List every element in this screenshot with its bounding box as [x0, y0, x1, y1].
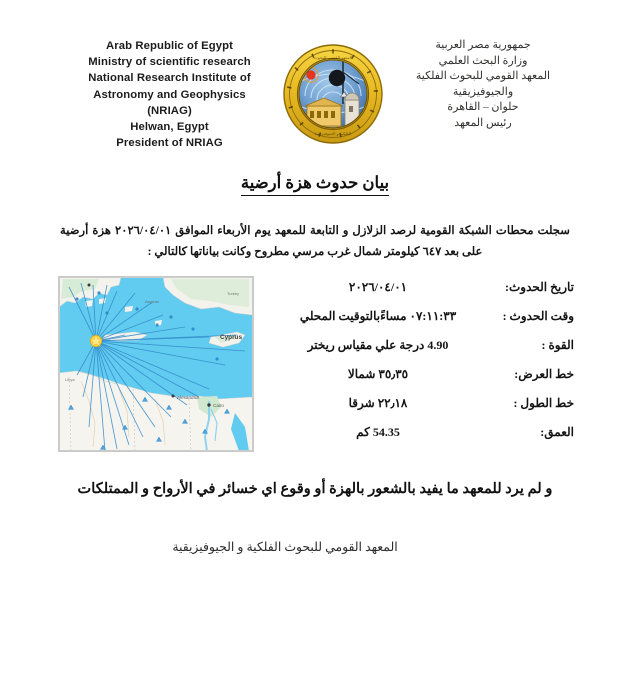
event-row-depth [260, 425, 574, 440]
header-en-line: (NRIAG) [147, 104, 192, 117]
header-ar-line: جمهورية مصر العربية [435, 39, 531, 51]
intro-paragraph: سجلت محطات الشبكة القومية لرصد الزلازل و التابعة للمعهد يوم الأربعاء الموافق ٢٠٢٦/٠٤/٠١ هزة أرضية على بعد ٦٤٧ كيلومتر شمال غرب مرسي مطروح وكانت بياناتها كالتالي : [60, 224, 570, 259]
header-ar-line: والجيوفيزيقية [452, 85, 514, 98]
header-ar-line: رئيس المعهد [454, 116, 512, 129]
header-en-line: National Research Institute of [88, 72, 251, 85]
event-label-time: وقت الحدوث : [502, 309, 574, 324]
svg-text:Alexandria: Alexandria [177, 395, 199, 401]
event-details-section [0, 276, 630, 454]
event-value-depth: 54.35 كم [356, 425, 400, 440]
header-en-line: Helwan, Egypt [130, 121, 209, 134]
epicenter-map [58, 276, 254, 452]
nriag-seal-logo [281, 42, 385, 146]
event-row-date [260, 280, 574, 295]
event-value-date: ٢٠٢٦/٠٤/٠١ [348, 280, 408, 295]
event-data-list [254, 276, 574, 454]
header-english-block [62, 38, 277, 151]
svg-text:Turkey: Turkey [227, 291, 240, 297]
svg-text:الفلكية و الجيوفيزيقية: الفلكية و الجيوفيزيقية [314, 131, 351, 136]
event-value-magnitude: 4.90 درجة علي مقياس ريختر [307, 338, 449, 353]
header-en-line: Arab Republic of Egypt [105, 40, 234, 52]
document-title [0, 173, 630, 196]
header-ar-line: وزارة البحث العلمي [438, 54, 528, 67]
header-en-line: President of NRIAG [116, 137, 223, 150]
event-value-latitude: ٣٥٫٣٥ شمالا [347, 367, 409, 382]
no-damage-notice: و لم يرد للمعهد ما يفيد بالشعور بالهزة أو وقوع اي خسائر في الأرواح و الممتلكات [77, 481, 553, 498]
svg-text:Cyprus: Cyprus [220, 334, 243, 342]
event-value-time: ٠٧:١١:٣٣ مساءًبالتوقيت المحلي [299, 309, 457, 324]
header-arabic-block [388, 38, 578, 132]
event-label-magnitude: القوة : [541, 338, 574, 353]
header-en-line: Ministry of scientific research [88, 56, 251, 69]
svg-text:Aegean: Aegean [145, 299, 159, 305]
header-ar-line: المعهد القومي للبحوث الفلكية [415, 70, 551, 83]
event-label-depth: العمق: [540, 425, 574, 440]
event-row-time [260, 309, 574, 324]
svg-text:Cairo: Cairo [213, 403, 224, 409]
svg-text:المعهد القومى للبحوث: المعهد القومى للبحوث [313, 55, 352, 60]
header-ar-line: حلوان – القاهرة [447, 101, 519, 114]
svg-text:Libya: Libya [65, 377, 75, 383]
document-header [0, 0, 630, 151]
event-label-latitude: خط العرض: [514, 367, 574, 382]
event-row-longitude [260, 396, 574, 411]
document-title-text: بيان حدوث هزة أرضية [241, 173, 389, 196]
event-label-date: تاريخ الحدوث: [505, 280, 574, 295]
event-value-longitude: ٢٢٫١٨ شرقا [348, 396, 408, 411]
event-row-latitude [260, 367, 574, 382]
event-row-magnitude [260, 338, 574, 353]
institute-signature: المعهد القومي للبحوث الفلكية و الجيوفيزيقية [172, 540, 398, 555]
header-en-line: Astronomy and Geophysics [93, 88, 246, 101]
event-label-longitude: خط الطول : [513, 396, 574, 411]
